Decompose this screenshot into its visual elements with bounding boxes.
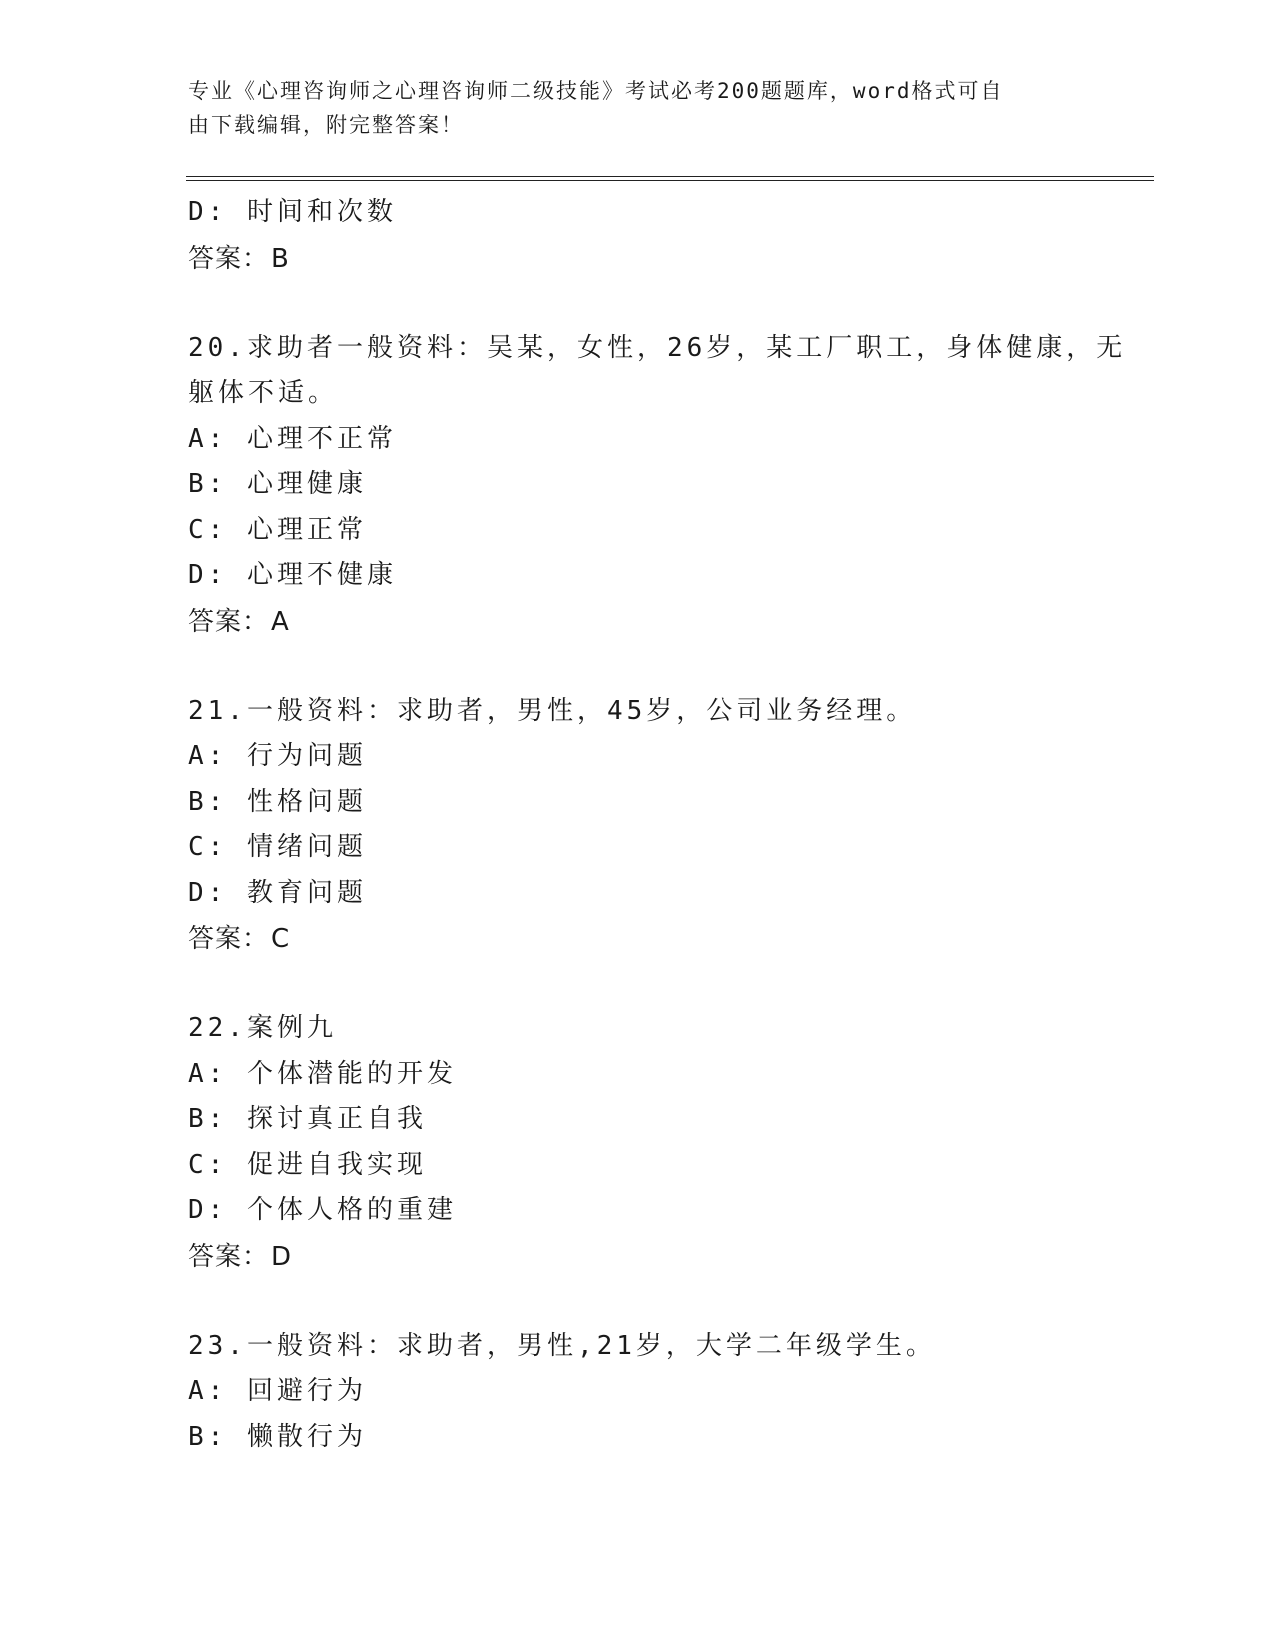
spacer	[188, 282, 1088, 326]
option-b: B: 心理健康	[188, 469, 367, 499]
answer-value: D	[271, 1241, 293, 1272]
answer-label: 答案：	[188, 243, 270, 274]
option-a: A: 回避行为	[188, 1376, 367, 1406]
option-b: B: 探讨真正自我	[188, 1104, 427, 1134]
answer-label: 答案：	[188, 1241, 270, 1272]
answer-value: C	[271, 924, 291, 954]
answer-line	[188, 916, 1088, 962]
option-d: D: 时间和次数	[188, 197, 397, 227]
answer-value: A	[271, 606, 290, 637]
option-c: C: 促进自我实现	[188, 1149, 427, 1180]
option-c: C: 情绪问题	[188, 832, 367, 862]
question-stem-continued: 躯体不适。	[188, 378, 339, 408]
answer-value: B	[271, 243, 290, 274]
spacer	[188, 645, 1088, 689]
question-22	[188, 1006, 1088, 1280]
header-title-line-2: 由下载编辑，附完整答案！	[188, 113, 464, 137]
answer-line	[188, 236, 1088, 282]
option-d: D: 个体人格的重建	[188, 1195, 457, 1225]
option-a: A: 心理不正常	[188, 423, 397, 454]
answer-label: 答案：	[188, 924, 270, 954]
answer-line	[188, 599, 1088, 645]
option-b: B: 懒散行为	[188, 1421, 367, 1452]
option-a: A: 行为问题	[188, 741, 367, 771]
question-stem: 23.一般资料：求助者，男性,21岁，大学二年级学生。	[188, 1330, 936, 1361]
option-a: A: 个体潜能的开发	[188, 1058, 457, 1089]
answer-label: 答案：	[188, 606, 270, 637]
question-23	[188, 1324, 1088, 1461]
answer-line	[188, 1234, 1088, 1280]
question-stem: 21.一般资料：求助者，男性，45岁，公司业务经理。	[188, 695, 917, 726]
option-d: D: 心理不健康	[188, 560, 397, 590]
spacer	[188, 962, 1088, 1006]
header-divider	[186, 176, 1154, 181]
header-title-line-1: 专业《心理咨询师之心理咨询师二级技能》考试必考200题题库，word格式可自	[188, 79, 1004, 103]
question-stem: 22.案例九	[188, 1013, 337, 1043]
question-21	[188, 689, 1088, 963]
question-stem: 20.求助者一般资料：吴某，女性，26岁，某工厂职工，身体健康，无	[188, 332, 1127, 363]
question-list	[188, 190, 1127, 1460]
page-header	[188, 74, 1068, 142]
option-d: D: 教育问题	[188, 877, 367, 908]
question-20	[188, 326, 1127, 645]
option-c: C: 心理正常	[188, 514, 367, 545]
option-b: B: 性格问题	[188, 786, 367, 817]
spacer	[188, 1280, 1088, 1324]
